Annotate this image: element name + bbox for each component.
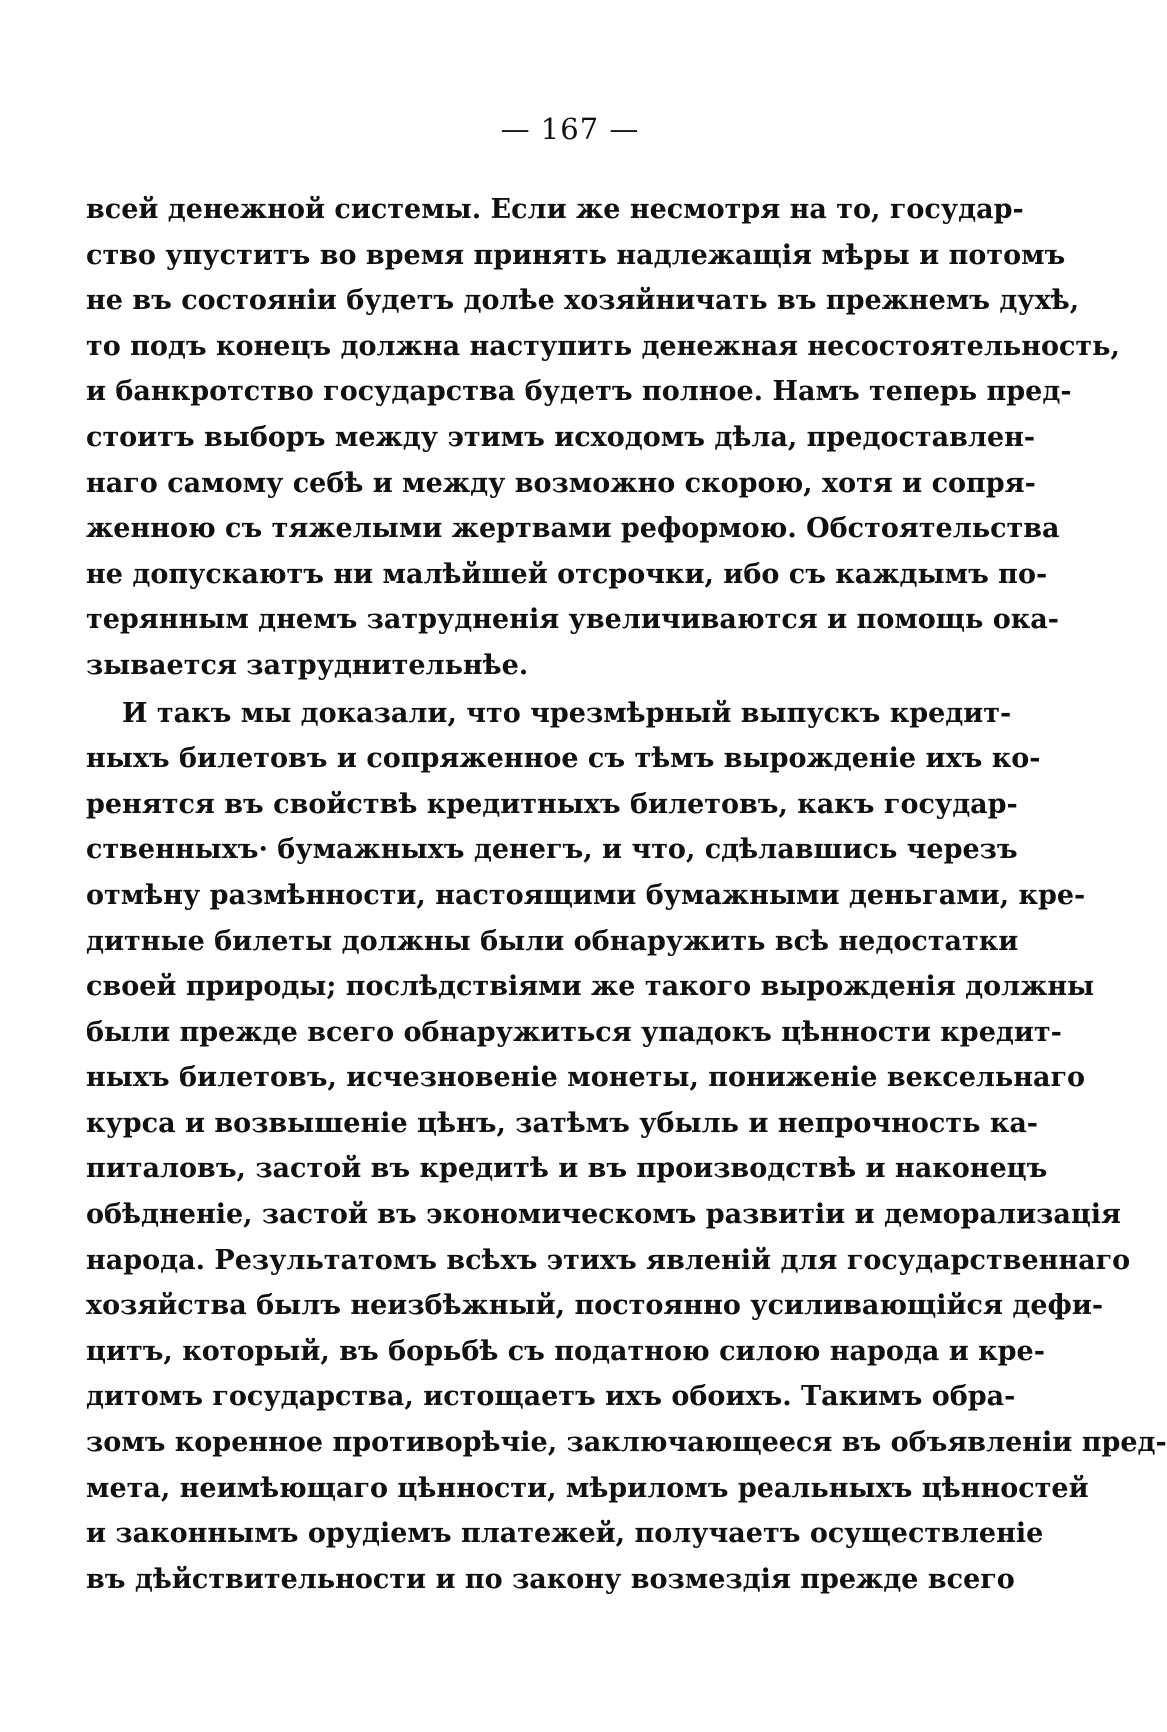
text-line: то подъ конецъ должна наступить денежная несостоятельность, bbox=[86, 330, 1120, 362]
text-line: хозяйства былъ неизбѣжный, постоянно усиливающійся дефи- bbox=[86, 1290, 1104, 1322]
text-line: и законнымъ орудіемъ платежей, получаетъ осуществленіе bbox=[86, 1518, 1044, 1550]
text-line: зывается затруднительнѣе. bbox=[86, 649, 529, 681]
text-line: ныхъ билетовъ и сопряженное съ тѣмъ вырожденіе ихъ ко- bbox=[86, 743, 1041, 775]
text-line: курса и возвышеніе цѣнъ, затѣмъ убыль и непрочность ка- bbox=[86, 1107, 1039, 1139]
text-line: И такъ мы доказали, что чрезмѣрный выпускъ кредит- bbox=[122, 697, 1012, 729]
text-line: народа. Результатомъ всѣхъ этихъ явленій для государственнаго bbox=[86, 1244, 1131, 1276]
text-line: и банкротство государства будетъ полное. Намъ теперь пред- bbox=[86, 376, 1072, 408]
text-line: ственныхъ· бумажныхъ денегъ, и что, сдѣлавшись черезъ bbox=[86, 834, 1018, 866]
paragraph-2 bbox=[86, 691, 1167, 1603]
paragraph-1 bbox=[86, 187, 1120, 689]
text-line: не въ состояніи будетъ долѣе хозяйничать въ прежнемъ духѣ, bbox=[86, 285, 1080, 317]
text-line: въ дѣйствительности и по закону возмездія прежде всего bbox=[86, 1563, 1015, 1595]
text-line: терянным днемъ затрудненія увеличиваются и помощь ока- bbox=[86, 604, 1059, 636]
text-line: стоитъ выборъ между этимъ исходомъ дѣла, предоставлен- bbox=[86, 421, 1036, 453]
text-line: не допускаютъ ни малѣйшей отсрочки, ибо съ каждымъ по- bbox=[86, 558, 1048, 590]
text-line: своей природы; послѣдствіями же такого вырожденія должны bbox=[86, 971, 1095, 1003]
page-number: — 167 — bbox=[500, 112, 640, 146]
text-line: наго самому себѣ и между возможно скорою, хотя и сопря- bbox=[86, 467, 1036, 499]
body-text bbox=[86, 187, 1167, 1602]
text-line: ренятся въ свойствѣ кредитныхъ билетовъ, какъ государ- bbox=[86, 788, 1018, 820]
text-line: зомъ коренное противорѣчіе, заключающееся въ объявленіи пред- bbox=[86, 1427, 1167, 1459]
text-line: мета, неимѣющаго цѣнности, мѣриломъ реальныхъ цѣнностей bbox=[86, 1472, 1089, 1504]
text-line: дитомъ государства, истощаетъ ихъ обоихъ. Такимъ обра- bbox=[86, 1381, 1016, 1413]
text-line: питаловъ, застой въ кредитѣ и въ производствѣ и наконецъ bbox=[86, 1153, 1048, 1185]
text-line: дитные билеты должны были обнаружить всѣ недостатки bbox=[86, 925, 1019, 957]
text-line: были прежде всего обнаружиться упадокъ цѣнности кредит- bbox=[86, 1016, 1062, 1048]
text-line: цитъ, который, въ борьбѣ съ податною силою народа и кре- bbox=[86, 1335, 1045, 1367]
text-line: отмѣну размѣнности, настоящими бумажными деньгами, кре- bbox=[86, 879, 1086, 911]
text-line: ныхъ билетовъ, исчезновеніе монеты, пониженіе вексельнаго bbox=[86, 1062, 1086, 1094]
text-line: женною съ тяжелыми жертвами реформою. Обстоятельства bbox=[86, 513, 1060, 545]
text-line: всей денежной системы. Если же несмотря на то, государ- bbox=[86, 194, 1024, 225]
text-line: ство упуститъ во время принять надлежащія мѣры и потомъ bbox=[86, 239, 1066, 271]
text-line: обѣдненіе, застой въ экономическомъ развитіи и деморализація bbox=[86, 1199, 1121, 1231]
